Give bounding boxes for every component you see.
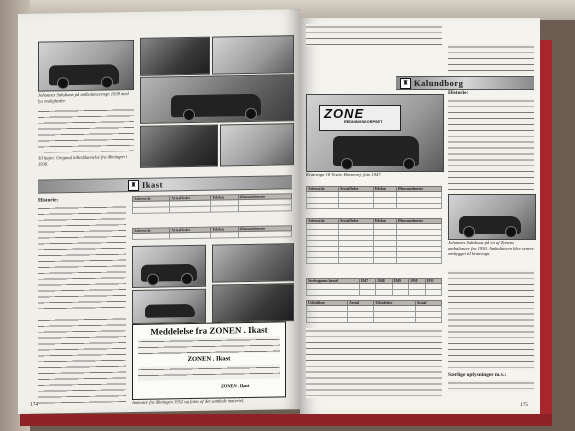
page-number-left: 174: [30, 401, 39, 408]
ikast-history: [38, 196, 126, 316]
kalundborg-history-text: [448, 98, 534, 190]
zone-sign-big: ZONE: [324, 106, 365, 121]
kalundborg-history: [448, 90, 534, 190]
ikast-history-text: [38, 204, 126, 312]
wheel: [341, 158, 353, 170]
notes-text: [448, 380, 534, 392]
page-number-right: 175: [520, 402, 529, 408]
kalundborg-table-4: Udvidelser Årstal Udvidelser Årstal: [306, 300, 442, 323]
coat-of-arms-icon: ♜: [128, 180, 139, 191]
kalundborg-car-photo: [448, 194, 536, 240]
book-cover-bottom: [20, 414, 552, 426]
wheel: [57, 77, 69, 89]
right-side-text: [448, 44, 534, 74]
wheel: [403, 158, 415, 170]
wheel: [245, 108, 257, 120]
collage-photo-3: [140, 74, 294, 124]
top-photo-caption: Johannes Sakshaus på ambulancevogn 1939 med lys muligheder.: [38, 91, 129, 104]
collage-photo-2: [212, 35, 294, 74]
kalundborg-table-1: Adresse/år Årstal/leder Telefon Ølensmedeneste: [306, 186, 442, 209]
ikast-title: Ikast: [142, 179, 163, 190]
right-page: [300, 18, 540, 414]
wheel: [463, 226, 475, 238]
ikast-photo-building: [212, 283, 294, 322]
kalundborg-table-2: Adresse/år Årstal/leder Telefon Ølensmedeneste: [306, 218, 442, 264]
ad-caption: Annonce fra åbningen 1952 og fotos af det samlede materiel.: [132, 398, 245, 406]
ikast-text-continued: [38, 316, 126, 404]
ikast-table-2: Adresse/år Årstal/leder Telefon Ølensmedeneste: [132, 225, 292, 240]
wheel: [505, 226, 517, 238]
ikast-history-heading: Historie:: [38, 197, 59, 204]
zone-photo-caption: Kranvogn 18 Vestre Havnevej, foto 1947.: [306, 172, 382, 177]
ikast-photo-truck: [132, 245, 206, 288]
zone-sign: [319, 105, 401, 131]
ad-sign-name: ZONEN . Ikast: [221, 382, 250, 389]
kalundborg-section-bar: [396, 76, 534, 90]
collage-photo-5: [220, 123, 294, 166]
kalundborg-column-text: [448, 270, 534, 370]
zone-truck-photo: [306, 94, 444, 172]
collage-photo-1: [140, 37, 210, 76]
zonen-ikast-ad: [132, 321, 286, 400]
wheel: [147, 274, 159, 286]
book-cover-edge: [538, 40, 552, 420]
coat-of-arms-icon: ♜: [400, 78, 411, 89]
wheel: [183, 109, 195, 121]
zone-sign-small: REDNINGSKORPSET: [344, 120, 383, 124]
wheel: [181, 273, 193, 285]
kalundborg-table-3: Stedvognens kørsel 1947 1948 1949 1950 1951: [306, 278, 442, 296]
ikast-photo-2: [212, 243, 294, 282]
kalundborg-title: Kalundborg: [414, 78, 464, 88]
kalundborg-notes: [448, 372, 534, 396]
collage-photo-4: [140, 125, 218, 168]
ikast-section-bar: [38, 175, 292, 193]
car-silhouette: [145, 303, 195, 317]
right-top-text: [306, 24, 442, 46]
ikast-photo-car: [132, 289, 206, 324]
kalundborg-text-lower: [306, 328, 442, 398]
ikast-table-1: Adresse/år Årstal/leder Telefon Ølensmedeneste: [132, 193, 292, 213]
ad-brand: ZONEN . Ikast: [187, 355, 231, 364]
notes-heading: Særlige oplysninger m.v.:: [448, 372, 507, 378]
car-photo-top-left: [38, 40, 134, 92]
wheel: [101, 76, 113, 88]
kalundborg-history-heading: Historie:: [448, 90, 469, 96]
ad-text-2: [138, 364, 280, 380]
left-page: [18, 9, 300, 414]
kalundborg-photo-caption: Johannes Sakshaus på en af Zonens ambulancer fra 1950. Ambulancen blev senere ombygget til kranvogn.: [448, 240, 534, 257]
ad-title: Meddelelse fra ZONEN . Ikast: [150, 324, 268, 337]
ad-text: [138, 336, 280, 354]
collage-caption: Til højre: Original billeddannelse fra åbningen i 1936.: [38, 154, 128, 167]
column-text: [38, 107, 134, 153]
